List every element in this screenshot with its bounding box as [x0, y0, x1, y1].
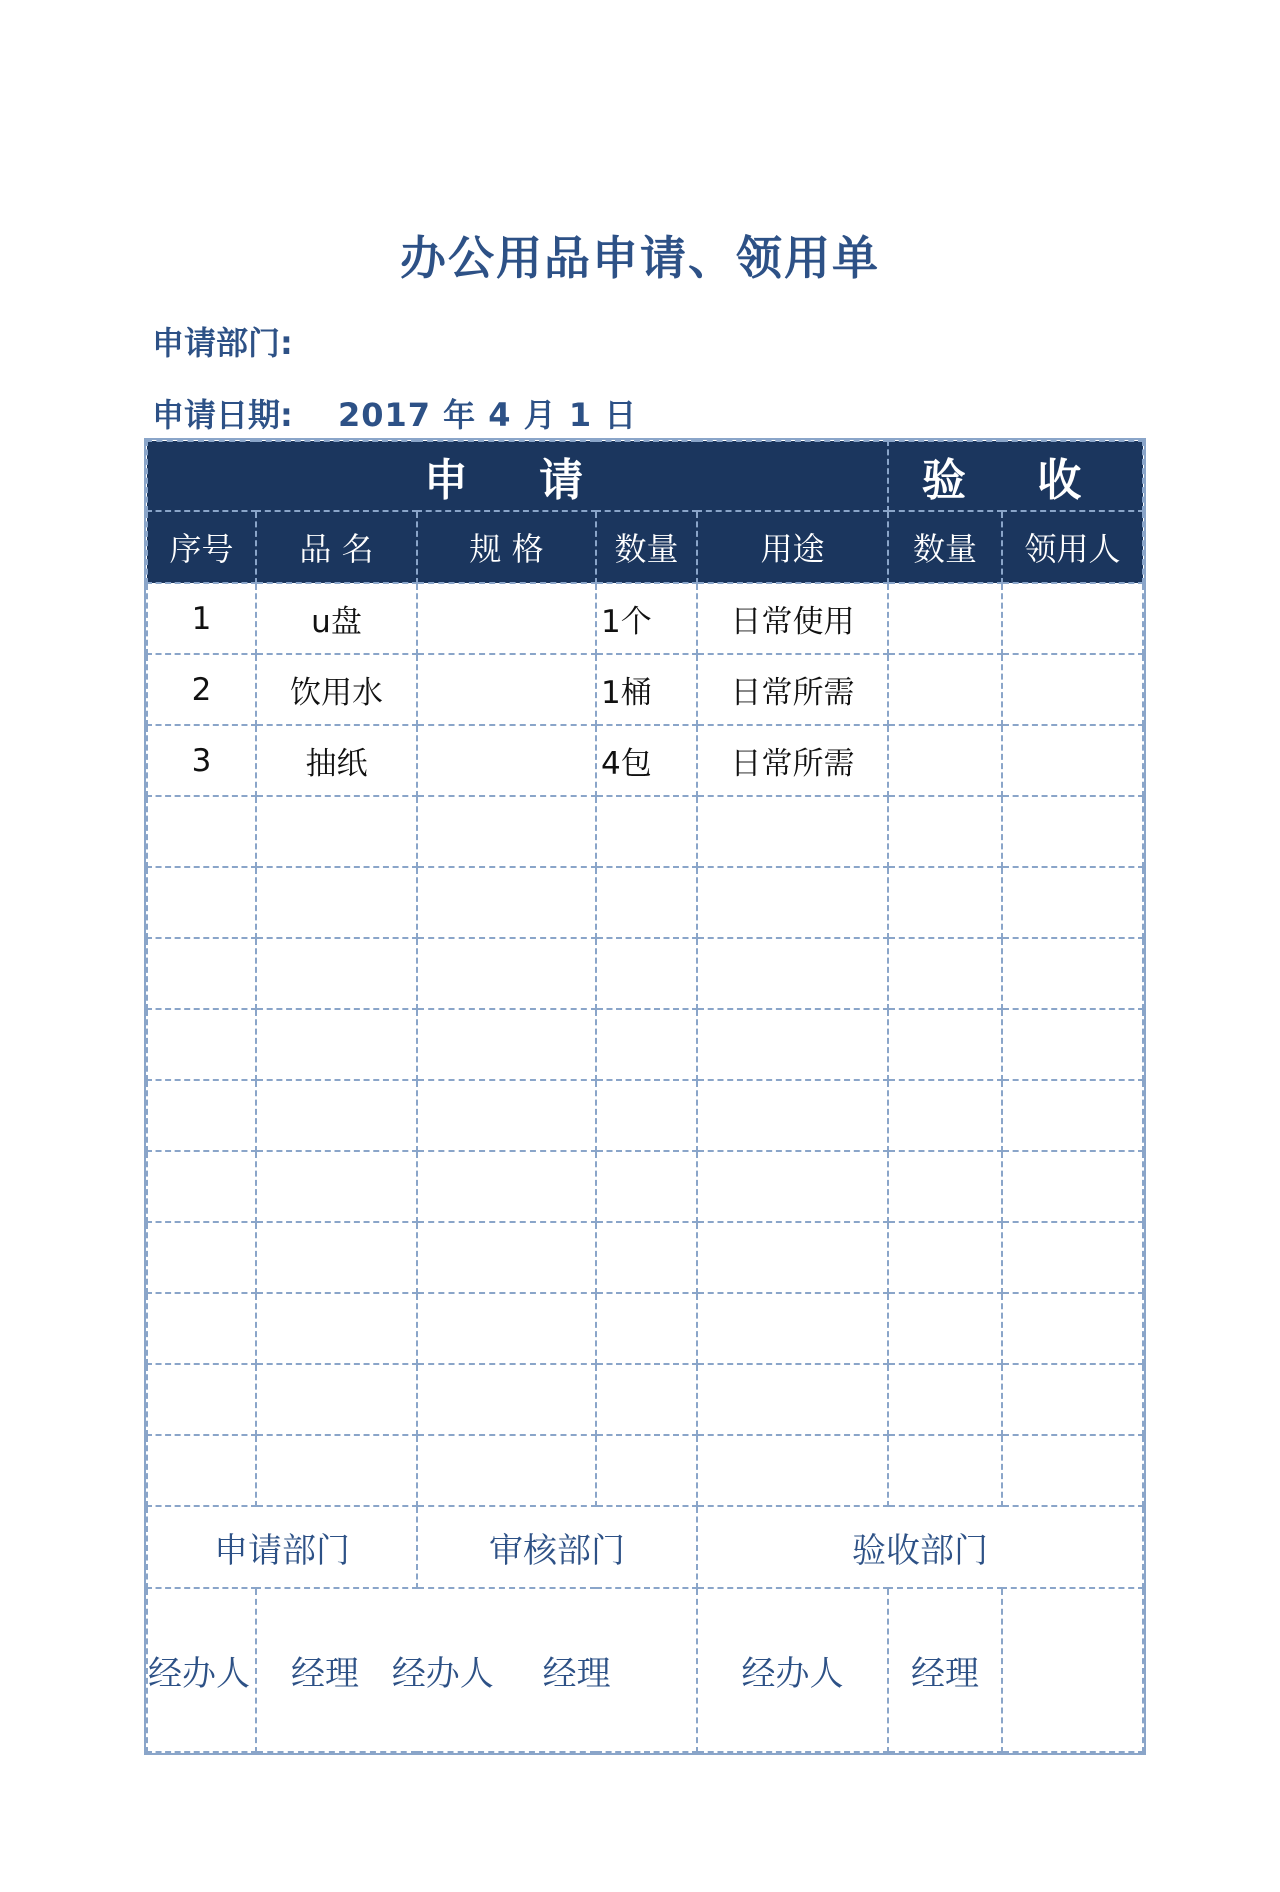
blank-cell[interactable]: [888, 1009, 1002, 1080]
cell-use[interactable]: 日常所需: [697, 654, 888, 725]
blank-cell[interactable]: [1002, 1009, 1143, 1080]
blank-cell[interactable]: [417, 867, 596, 938]
blank-cell[interactable]: [256, 1293, 417, 1364]
blank-cell[interactable]: [147, 796, 256, 867]
blank-cell[interactable]: [1002, 1151, 1143, 1222]
apply-date-line: [152, 390, 637, 436]
cell-no[interactable]: 1: [147, 583, 256, 654]
table-row: [147, 583, 1143, 654]
blank-cell[interactable]: [596, 1222, 697, 1293]
blank-row: [147, 1435, 1143, 1506]
blank-row: [147, 1222, 1143, 1293]
requisition-table: [146, 440, 1144, 1753]
blank-row: [147, 1151, 1143, 1222]
blank-cell[interactable]: [256, 1364, 417, 1435]
blank-cell[interactable]: [888, 1080, 1002, 1151]
review-manager-label: 经理: [542, 1653, 611, 1694]
review-handler-label: 经办人: [391, 1653, 494, 1694]
blank-cell[interactable]: [417, 1009, 596, 1080]
footer-accept-department: 验收部门: [697, 1506, 1143, 1588]
blank-cell[interactable]: [596, 1364, 697, 1435]
cell-no[interactable]: 2: [147, 654, 256, 725]
blank-cell[interactable]: [147, 1222, 256, 1293]
blank-cell[interactable]: [697, 796, 888, 867]
cell-name[interactable]: 饮用水: [256, 654, 417, 725]
blank-row: [147, 1080, 1143, 1151]
blank-cell[interactable]: [697, 1151, 888, 1222]
blank-cell[interactable]: [147, 867, 256, 938]
blank-cell[interactable]: [888, 796, 1002, 867]
cell-recv-qty[interactable]: [888, 725, 1002, 796]
apply-department-line: [152, 318, 327, 364]
apply-manager-label: 经理: [291, 1653, 359, 1694]
blank-cell[interactable]: [697, 1364, 888, 1435]
blank-cell[interactable]: [697, 1435, 888, 1506]
blank-cell[interactable]: [417, 1222, 596, 1293]
blank-cell[interactable]: [888, 1435, 1002, 1506]
cell-use[interactable]: 日常使用: [697, 583, 888, 654]
cell-qty[interactable]: 4包: [596, 725, 697, 796]
blank-cell[interactable]: [596, 1435, 697, 1506]
blank-cell[interactable]: [697, 1009, 888, 1080]
blank-cell[interactable]: [596, 1009, 697, 1080]
cell-spec[interactable]: [417, 725, 596, 796]
page-title: 办公用品申请、领用单: [400, 231, 880, 285]
blank-cell[interactable]: [256, 1222, 417, 1293]
blank-cell[interactable]: [1002, 1293, 1143, 1364]
blank-cell[interactable]: [147, 938, 256, 1009]
table-row: [147, 725, 1143, 796]
accept-signature-blank[interactable]: [1002, 1588, 1143, 1752]
blank-cell[interactable]: [256, 1435, 417, 1506]
blank-cell[interactable]: [697, 1080, 888, 1151]
blank-cell[interactable]: [256, 1009, 417, 1080]
blank-cell[interactable]: [888, 938, 1002, 1009]
blank-row: [147, 796, 1143, 867]
cell-recv-qty[interactable]: [888, 654, 1002, 725]
blank-cell[interactable]: [697, 867, 888, 938]
blank-cell[interactable]: [1002, 1364, 1143, 1435]
apply-department-label: 申请部门:: [152, 324, 293, 362]
cell-recv-qty[interactable]: [888, 583, 1002, 654]
blank-cell[interactable]: [417, 1364, 596, 1435]
blank-row: [147, 867, 1143, 938]
sign-group-apply-review: [256, 1588, 697, 1752]
col-header-no: 序号: [147, 511, 256, 583]
blank-cell[interactable]: [1002, 938, 1143, 1009]
cell-spec[interactable]: [417, 654, 596, 725]
blank-cell[interactable]: [256, 1151, 417, 1222]
blank-row: [147, 1364, 1143, 1435]
blank-cell[interactable]: [147, 1364, 256, 1435]
footer-review-department: 审核部门: [417, 1506, 697, 1588]
blank-cell[interactable]: [697, 938, 888, 1009]
blank-cell[interactable]: [697, 1222, 888, 1293]
blank-cell[interactable]: [1002, 867, 1143, 938]
apply-date-value[interactable]: 2017 年 4 月 1 日: [337, 396, 638, 434]
blank-cell[interactable]: [888, 1222, 1002, 1293]
blank-cell[interactable]: [256, 938, 417, 1009]
apply-date-label: 申请日期:: [152, 396, 293, 434]
blank-cell[interactable]: [417, 1080, 596, 1151]
blank-cell[interactable]: [147, 1293, 256, 1364]
blank-row: [147, 938, 1143, 1009]
col-header-use: 用途: [697, 511, 888, 583]
cell-qty[interactable]: 1桶: [596, 654, 697, 725]
col-header-recv-qty: 数量: [888, 511, 1002, 583]
col-header-receiver: 领用人: [1002, 511, 1143, 583]
blank-cell[interactable]: [147, 1435, 256, 1506]
cell-receiver[interactable]: [1002, 583, 1143, 654]
blank-cell[interactable]: [1002, 796, 1143, 867]
blank-cell[interactable]: [888, 1151, 1002, 1222]
footer-apply-department: 申请部门: [147, 1506, 417, 1588]
blank-cell[interactable]: [147, 1009, 256, 1080]
accept-section-header: 验 收: [888, 441, 1143, 511]
blank-cell[interactable]: [147, 1151, 256, 1222]
blank-cell[interactable]: [888, 867, 1002, 938]
cell-use[interactable]: 日常所需: [697, 725, 888, 796]
blank-cell[interactable]: [417, 1435, 596, 1506]
blank-cell[interactable]: [596, 1080, 697, 1151]
table-row: [147, 654, 1143, 725]
col-header-spec: 规 格: [417, 511, 596, 583]
accept-handler-label: 经办人: [697, 1588, 888, 1752]
blank-cell[interactable]: [888, 1364, 1002, 1435]
blank-cell[interactable]: [596, 867, 697, 938]
apply-section-header: 申 请: [147, 441, 888, 511]
department-row: [147, 1506, 1143, 1588]
cell-name[interactable]: u盘: [256, 583, 417, 654]
blank-row: [147, 1293, 1143, 1364]
blank-cell[interactable]: [256, 796, 417, 867]
cell-no[interactable]: 3: [147, 725, 256, 796]
cell-receiver[interactable]: [1002, 725, 1143, 796]
blank-cell[interactable]: [147, 1080, 256, 1151]
blank-cell[interactable]: [256, 867, 417, 938]
blank-cell[interactable]: [417, 796, 596, 867]
apply-handler-label: 经办人: [147, 1588, 256, 1752]
blank-cell[interactable]: [1002, 1080, 1143, 1151]
blank-cell[interactable]: [888, 1293, 1002, 1364]
cell-spec[interactable]: [417, 583, 596, 654]
blank-row: [147, 1009, 1143, 1080]
cell-qty[interactable]: 1个: [596, 583, 697, 654]
blank-cell[interactable]: [417, 1293, 596, 1364]
blank-cell[interactable]: [697, 1293, 888, 1364]
blank-cell[interactable]: [596, 1293, 697, 1364]
blank-cell[interactable]: [1002, 1435, 1143, 1506]
blank-cell[interactable]: [417, 938, 596, 1009]
cell-name[interactable]: 抽纸: [256, 725, 417, 796]
col-header-name: 品 名: [256, 511, 417, 583]
col-header-qty: 数量: [596, 511, 697, 583]
cell-receiver[interactable]: [1002, 654, 1143, 725]
blank-cell[interactable]: [596, 796, 697, 867]
blank-cell[interactable]: [256, 1080, 417, 1151]
blank-cell[interactable]: [596, 938, 697, 1009]
blank-cell[interactable]: [1002, 1222, 1143, 1293]
accept-manager-label: 经理: [888, 1588, 1002, 1752]
blank-cell[interactable]: [596, 1151, 697, 1222]
signature-row: [147, 1588, 1143, 1752]
blank-cell[interactable]: [417, 1151, 596, 1222]
